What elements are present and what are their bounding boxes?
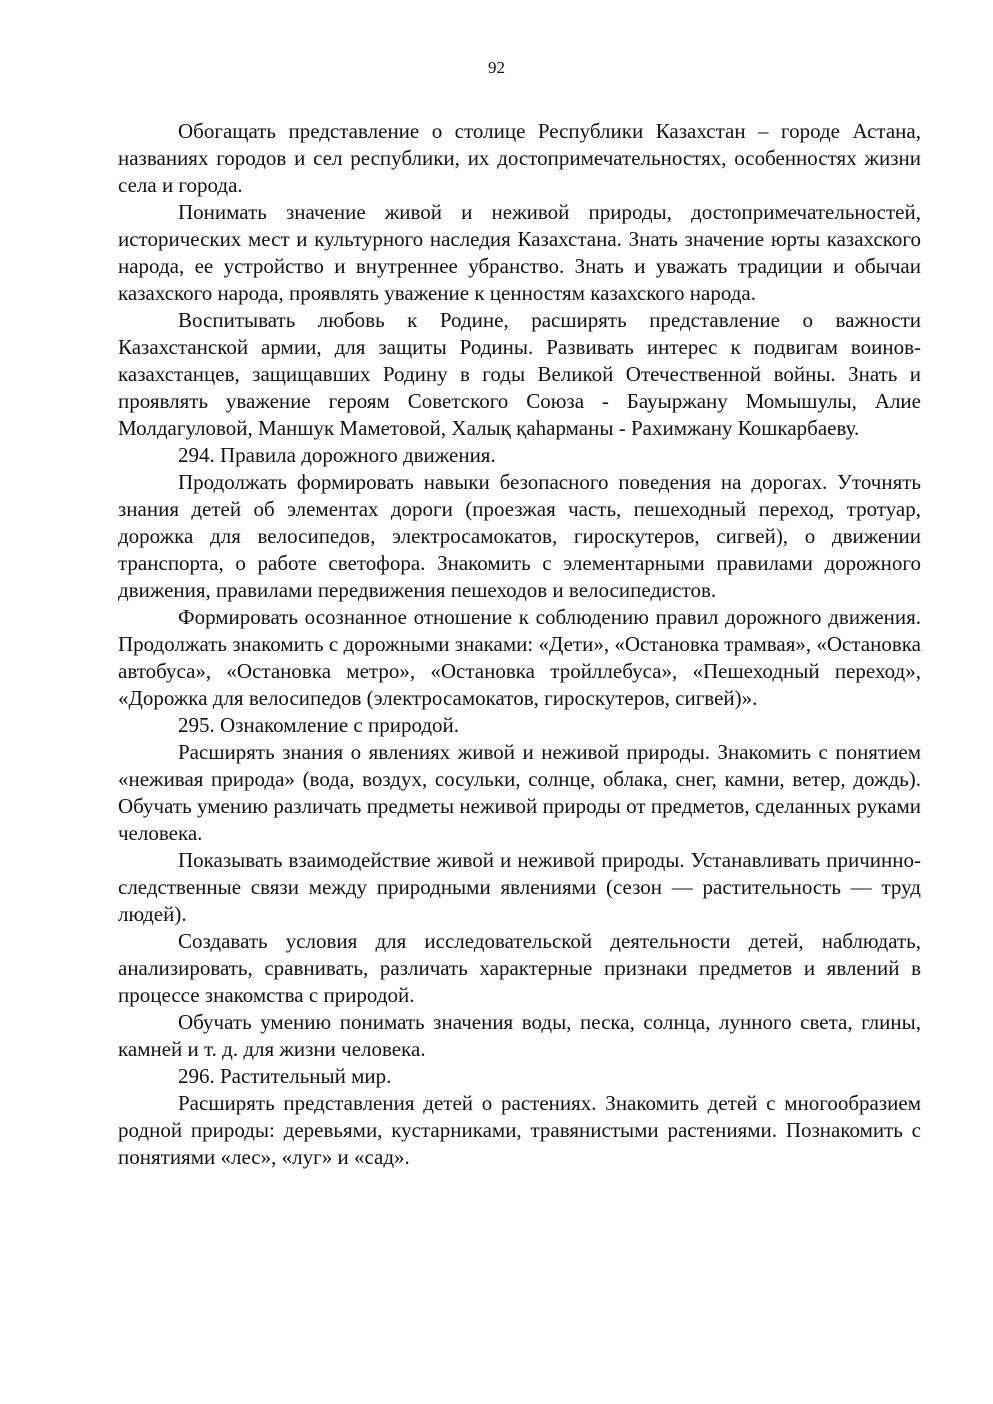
paragraph: Формировать осознанное отношение к соблюдению правил дорожного движения. Продолжать знакомить с дорожными знаками: «Дети», «Остановка трамвая», «Остановка автобуса», «Остановка метро», «Остановка тройллебуса», «Пешеходный переход», «Дорожка для велосипедов (электросамокатов, гироскутеров, сигвей)». [118, 605, 921, 710]
section-heading-traffic-rules: 294. Правила дорожного движения. [178, 443, 496, 467]
paragraph: Показывать взаимодействие живой и неживой природы. Устанавливать причинно-следственные связи между природными явлениями (сезон — растительность — труд людей). [118, 848, 921, 926]
page-body [118, 118, 921, 1171]
page-number: 92 [488, 58, 505, 77]
paragraph: Создавать условия для исследовательской деятельности детей, наблюдать, анализировать, сравнивать, различать характерные признаки предметов и явлений в процессе знакомства с природой. [118, 929, 921, 1007]
paragraph: Обучать умению понимать значения воды, песка, солнца, лунного света, глины, камней и т. д. для жизни человека. [118, 1010, 921, 1061]
paragraph: Понимать значение живой и неживой природы, достопримечательностей, исторических мест и культурного наследия Казахстана. Знать значение юрты казахского народа, ее устройство и внутреннее убранство. Знать и уважать традиции и обычаи казахского народа, проявлять уважение к ценностям казахского народа. [118, 200, 921, 305]
paragraph: Расширять знания о явлениях живой и неживой природы. Знакомить с понятием «неживая природа» (вода, воздух, сосульки, солнце, облака, снег, камни, ветер, дождь). Обучать умению различать предметы неживой природы от предметов, сделанных руками человека. [118, 740, 921, 845]
paragraph: Продолжать формировать навыки безопасного поведения на дорогах. Уточнять знания детей об элементах дороги (проезжая часть, пешеходный переход, тротуар, дорожка для велосипедов, электросамокатов, гироскутеров, сигвей), о движении транспорта, о работе светофора. Знакомить с элементарными правилами дорожного движения, правилами передвижения пешеходов и велосипедистов. [118, 470, 921, 602]
paragraph: Расширять представления детей о растениях. Знакомить детей с многообразием родной природы: деревьями, кустарниками, травянистыми растениями. Познакомить с понятиями «лес», «луг» и «сад». [118, 1091, 921, 1169]
paragraph: Воспитывать любовь к Родине, расширять представление о важности Казахстанской армии, для защиты Родины. Развивать интерес к подвигам воинов-казахстанцев, защищавших Родину в годы Великой Отечественной войны. Знать и проявлять уважение героям Советского Союза - Бауыржану Момышулы, Алие Молдагуловой, Маншук Маметовой, Халық қаһарманы - Рахимжану Кошкарбаеву. [118, 308, 921, 440]
paragraph: Обогащать представление о столице Республики Казахстан – городе Астана, названиях городов и сел республики, их достопримечательностях, особенностях жизни села и города. [118, 119, 921, 197]
section-heading-plant-world: 296. Растительный мир. [178, 1064, 392, 1088]
section-heading-nature: 295. Ознакомление с природой. [178, 713, 460, 737]
